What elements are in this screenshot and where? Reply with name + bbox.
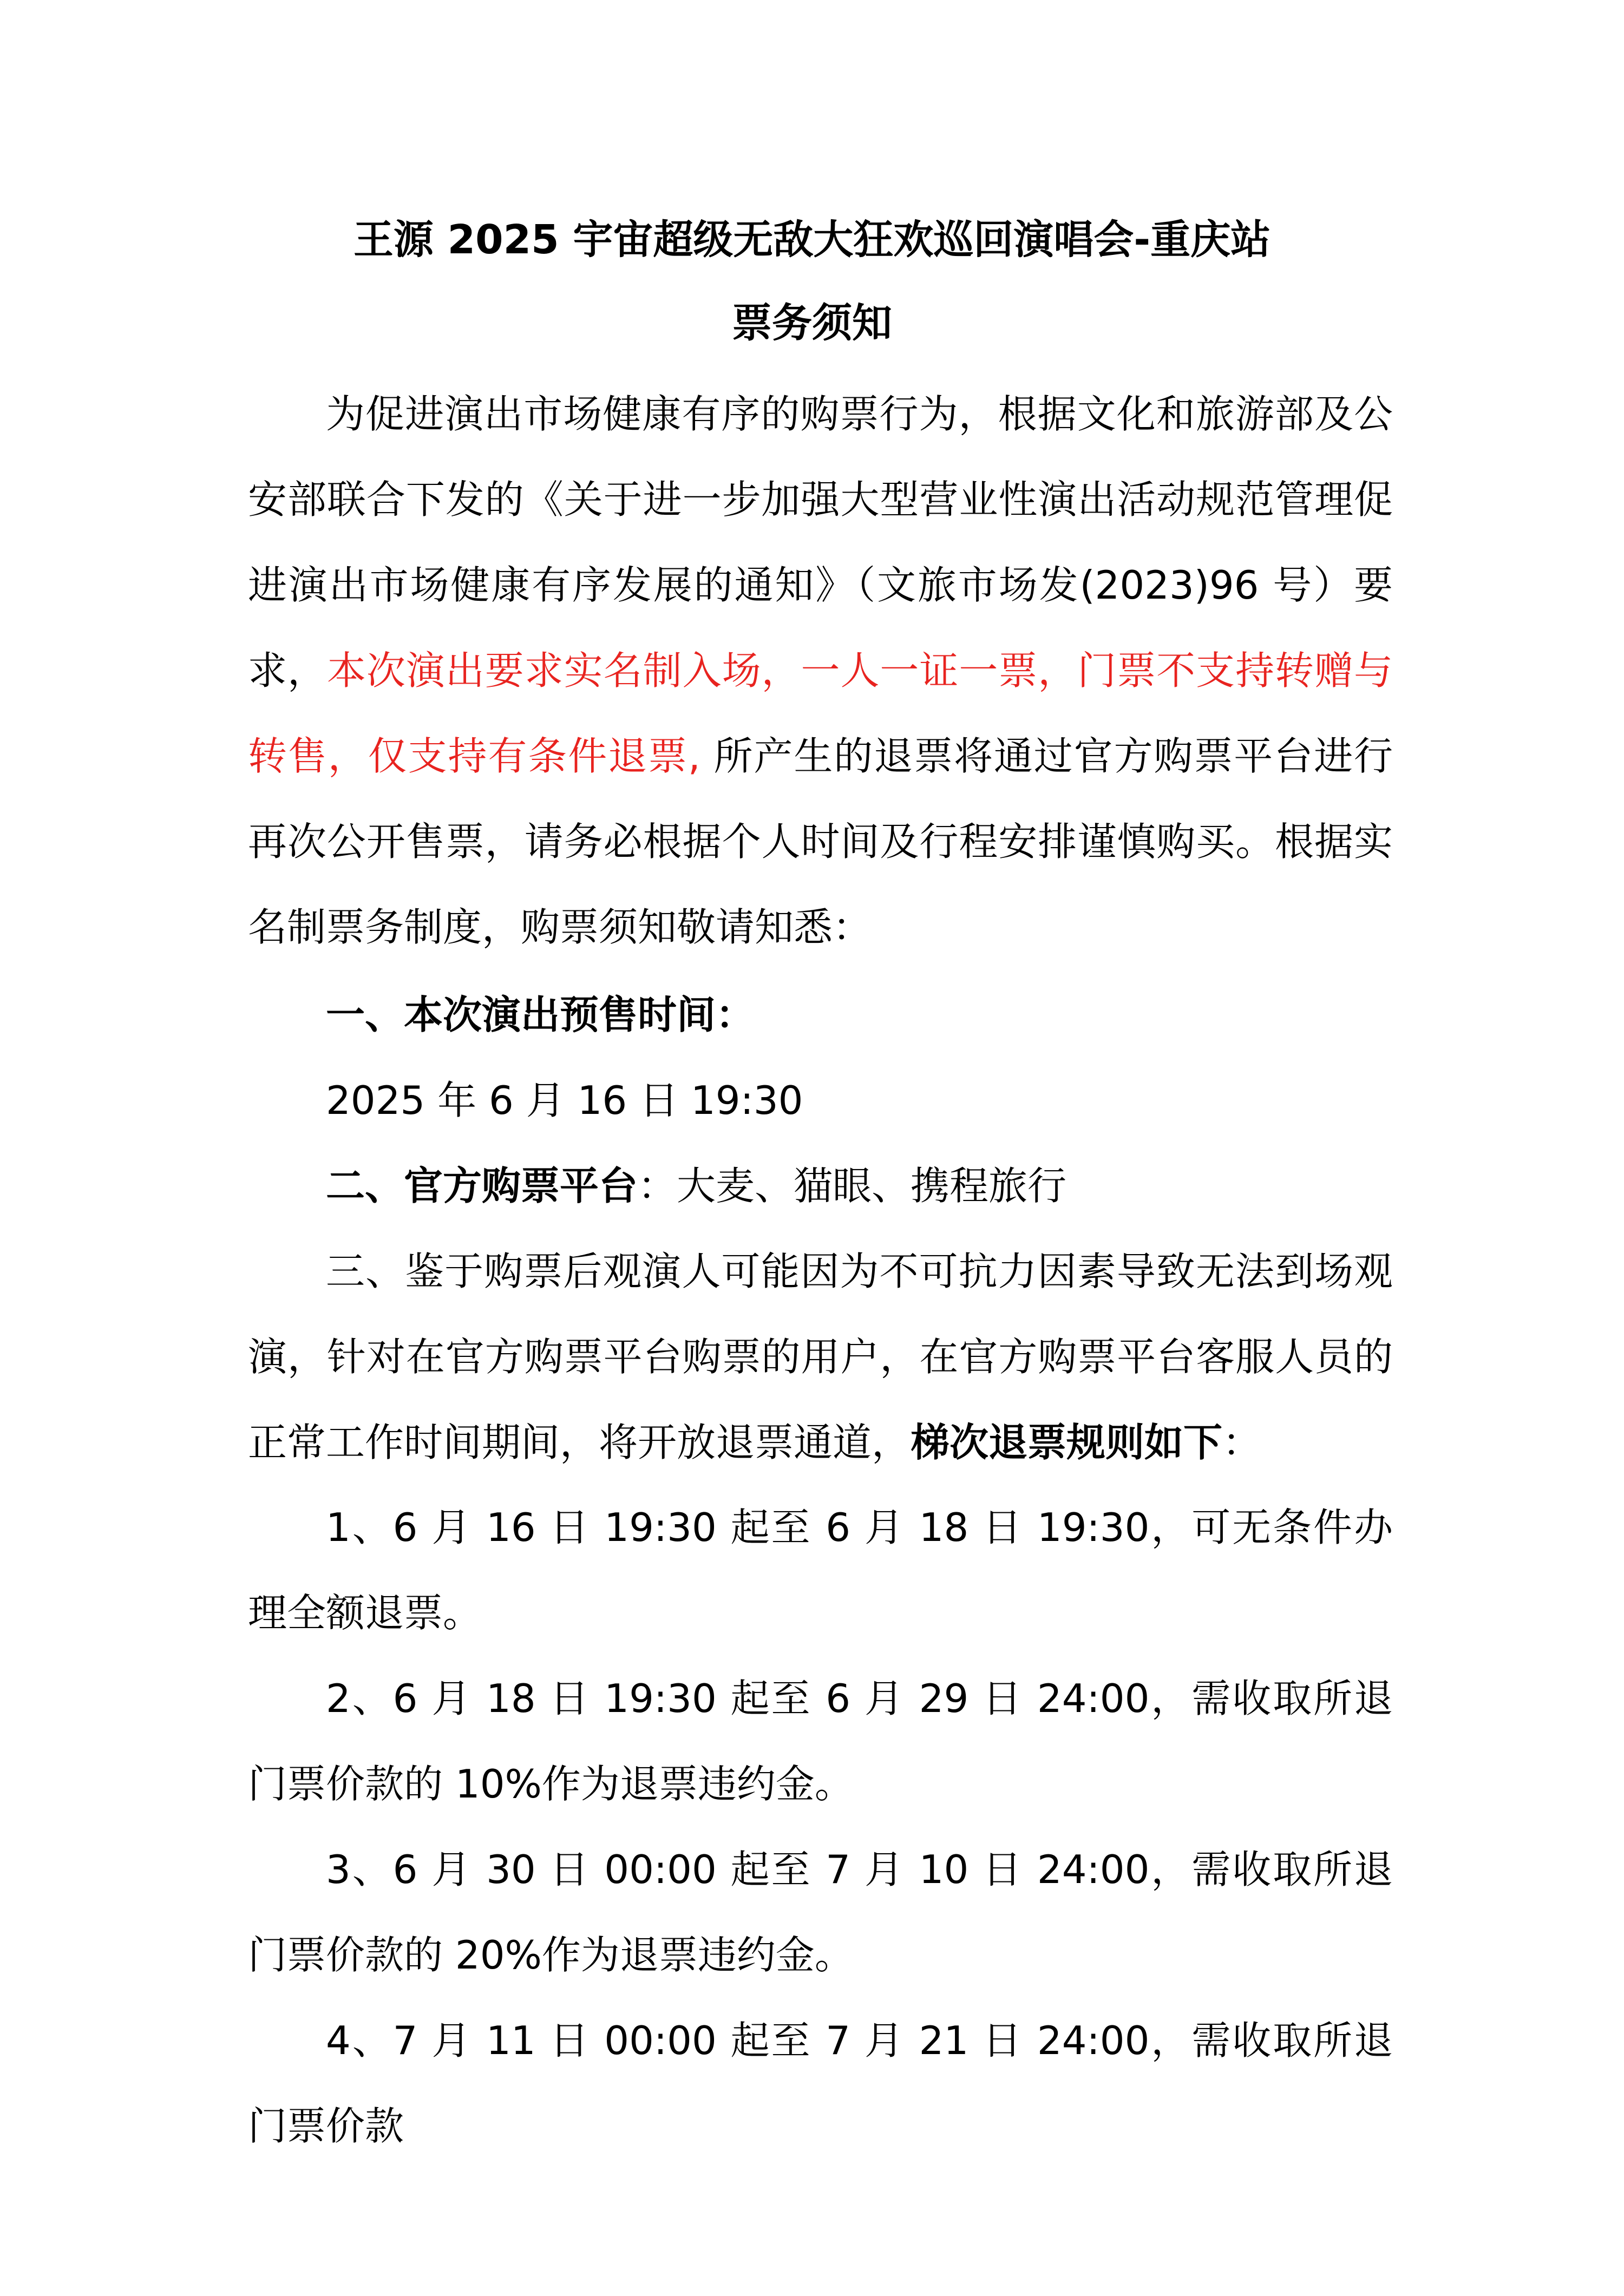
intro-text: 为促进演出市场健康有序的购票行为，根据文化和旅游部及公安部联合下发的《关于进一步加强大型营业性演出活动规范管理促进演出市场健康有序发展的通知》（文旅市场发(2023)96 号）要求，	[248, 391, 1393, 693]
intro-paragraph	[248, 371, 1393, 970]
refund-rule-2: 2、6 月 18 日 19:30 起至 6 月 29 日 24:00，需收取所退门票价款的 10%作为退票违约金。	[248, 1676, 1393, 1807]
section2-heading: 二、官方购票平台	[326, 1163, 638, 1209]
section3-colon: ：	[1222, 1420, 1262, 1465]
section3-paragraph	[248, 1229, 1393, 1485]
intro-highlight: 本次演出要求实名制入场，一人一证一票，门票不支持转赠与转售，仅支持有条件退票,	[248, 648, 1393, 779]
presale-time: 2025 年 6 月 16 日 19:30	[326, 1078, 803, 1123]
document-subtitle: 票务须知	[732, 300, 892, 346]
section2-line	[326, 1143, 1066, 1229]
intro-text-end: 所产生的退票将通过官方购票平台进行再次公开售票，请务必根据个人时间及行程安排谨慎购买。根据实名制票务制度，购票须知敬请知悉：	[248, 733, 1393, 950]
section1-heading: 一、本次演出预售时间：	[326, 992, 755, 1038]
refund-rule-1: 1、6 月 16 日 19:30 起至 6 月 18 日 19:30，可无条件办理全额退票。	[248, 1505, 1393, 1636]
document-title: 王源 2025 宇宙超级无敌大狂欢巡回演唱会-重庆站	[353, 217, 1271, 263]
refund-rule-3: 3、6 月 30 日 00:00 起至 7 月 10 日 24:00，需收取所退门票价款的 20%作为退票违约金。	[248, 1847, 1393, 1978]
refund-rules-heading: 梯次退票规则如下	[911, 1420, 1223, 1465]
platform-list: ：大麦、猫眼、携程旅行	[638, 1163, 1067, 1209]
section3-text: 三、鉴于购票后观演人可能因为不可抗力因素导致无法到场观演，针对在官方购票平台购票的用户，在官方购票平台客服人员的正常工作时间期间，将开放退票通道，	[248, 1249, 1393, 1465]
refund-rule-4: 4、7 月 11 日 00:00 起至 7 月 21 日 24:00，需收取所退门票价款	[248, 2018, 1393, 2149]
